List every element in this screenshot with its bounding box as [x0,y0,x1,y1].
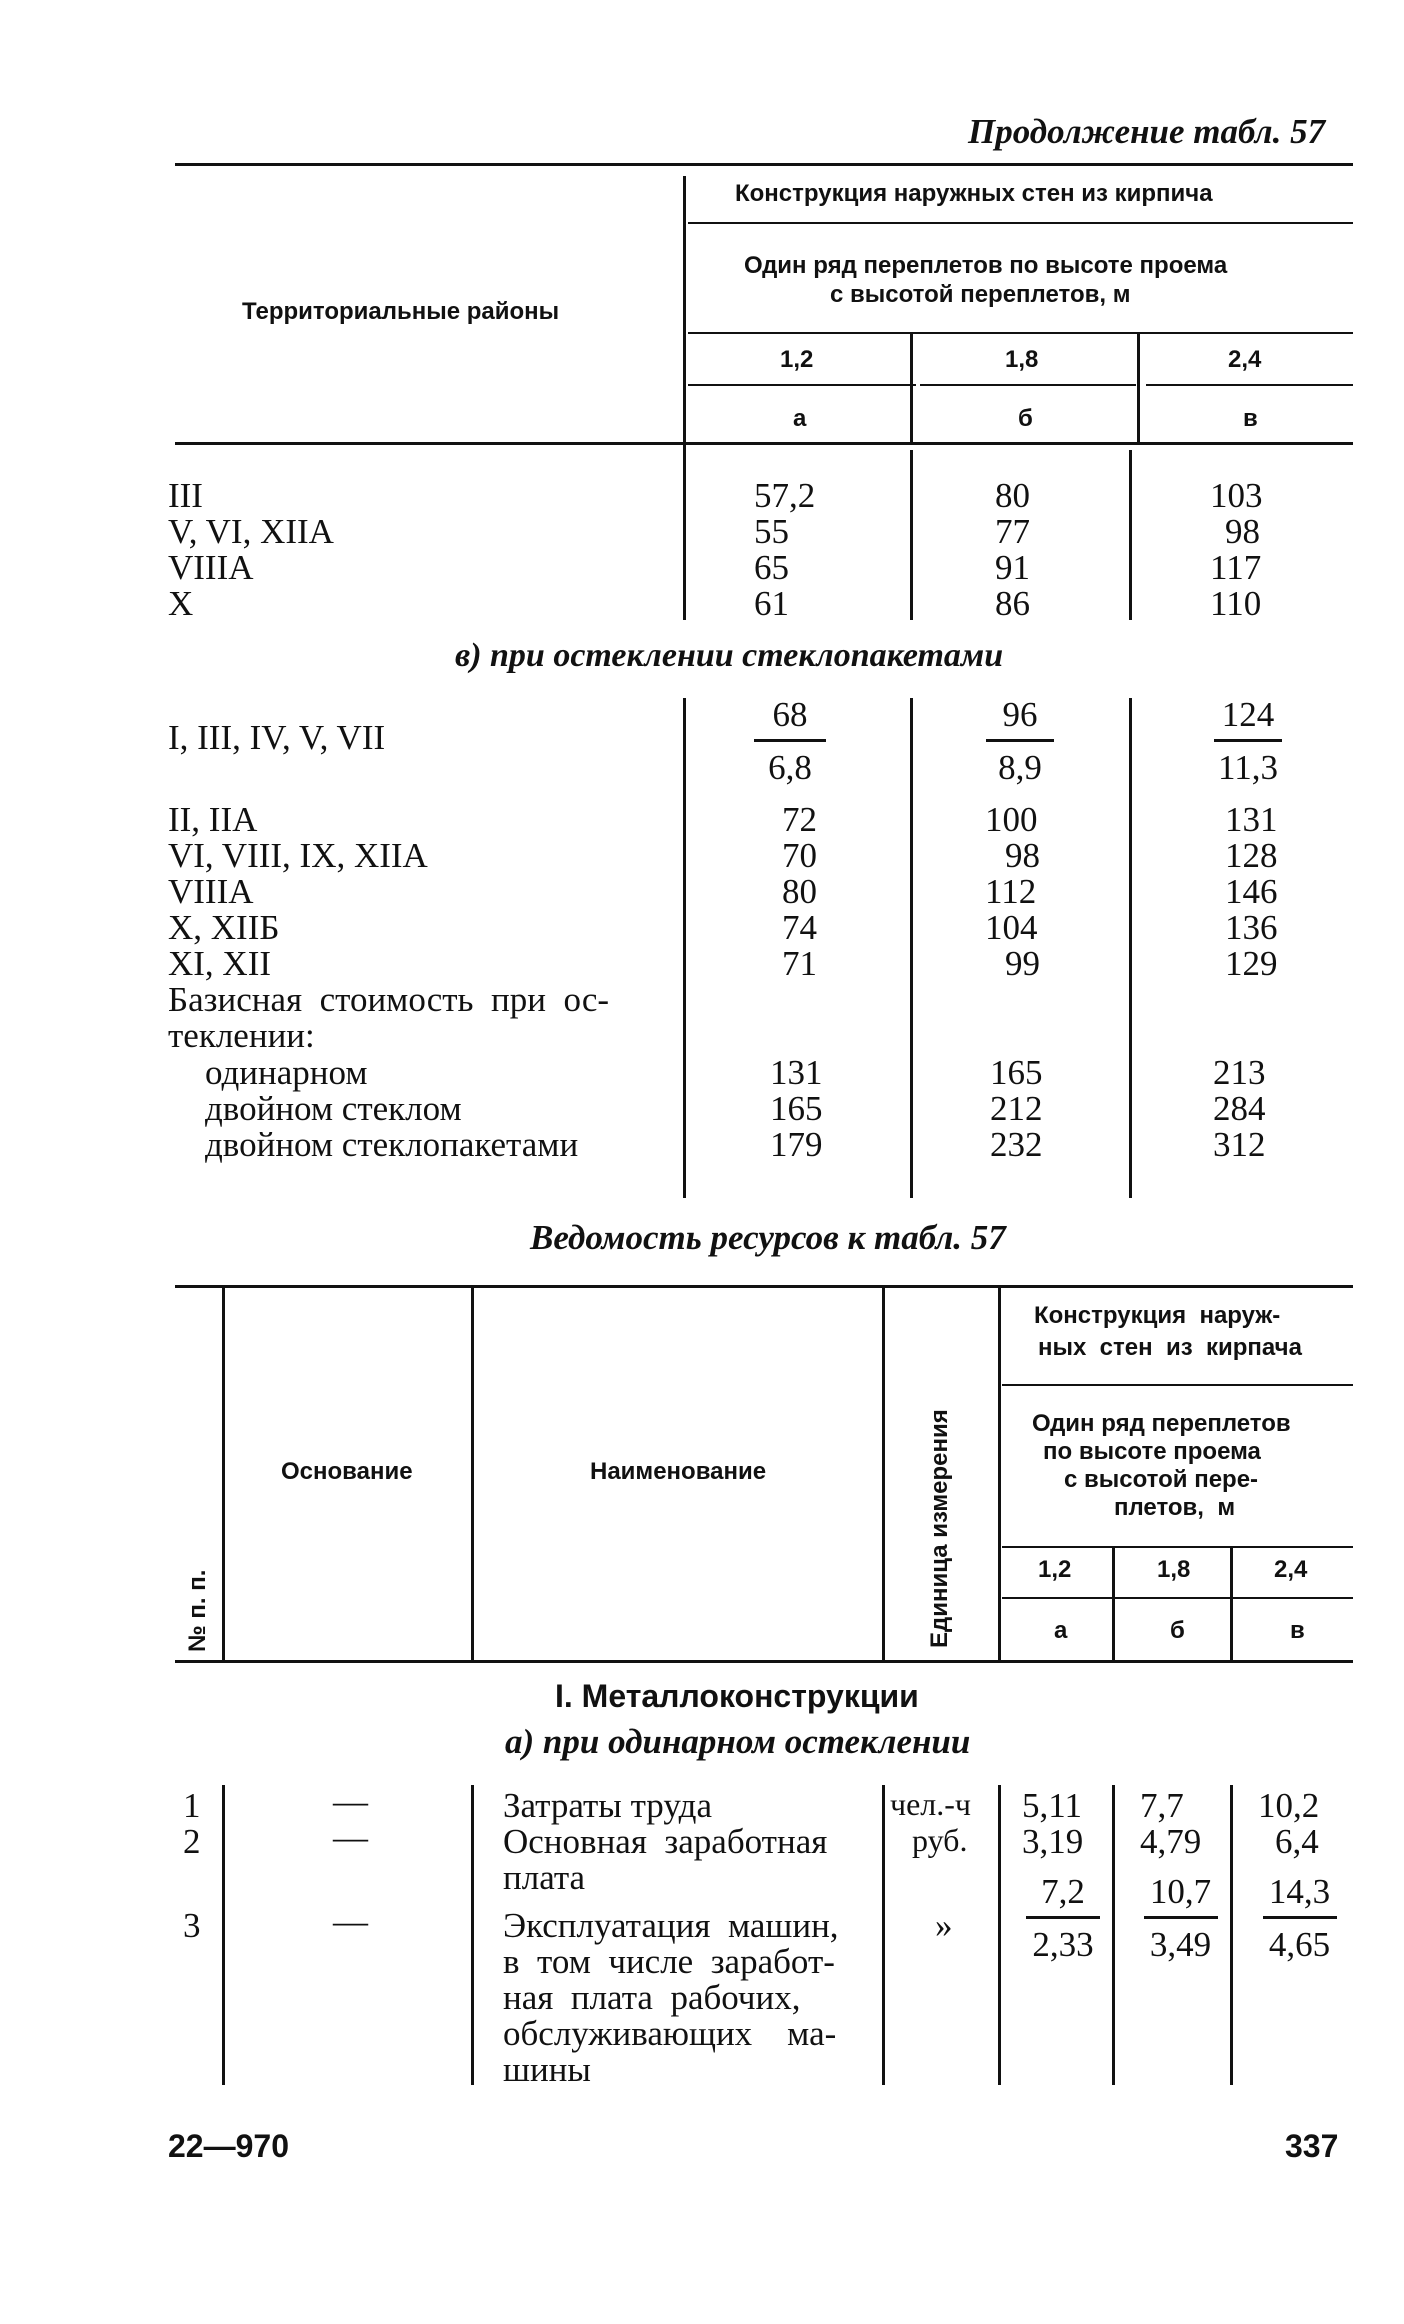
fraction-denominator: 6,8 [768,748,812,787]
table1-vrule-2-head [910,334,913,442]
value-a: 71 [782,944,817,983]
fraction-numerator: 68 [772,695,808,734]
row-unit: » [935,1906,953,1945]
value-b: 86 [995,584,1030,623]
table1-sub-rule [688,332,1353,334]
table1-height-b: 1,8 [1005,346,1039,373]
value-c: 129 [1225,944,1278,983]
value-c: 103 [1210,476,1263,515]
section-subtitle: а) при одинарном остеклении [505,1722,971,1761]
row-no: 2 [183,1822,201,1861]
table1-group-rule [688,222,1353,224]
table1-height-rule-c [1146,384,1353,386]
value-c: 131 [1225,800,1278,839]
value-c: 213 [1213,1053,1266,1092]
footer-signature: 22—970 [168,2128,289,2164]
fraction-numerator: 10,7 [1149,1872,1212,1911]
table1-lower-vrule-3 [1129,698,1132,1198]
value-b: 165 [990,1053,1043,1092]
table2-unit-header: Единица измерения [926,1409,953,1648]
table2-name-header: Наименование [590,1458,767,1485]
value-a: 5,11 [1022,1786,1082,1825]
table2-vrule-name [882,1288,885,1660]
row-no: 3 [183,1906,201,1945]
table2-group-header-1: Конструкция наруж- [1034,1302,1281,1329]
row-name: шины [503,2050,591,2089]
table2-height-a: 1,2 [1038,1556,1072,1583]
value-a: 80 [782,872,817,911]
fraction-bar [986,739,1054,742]
table2-letter-b: б [1170,1617,1185,1644]
table2-vrule-h2 [1230,1548,1233,1660]
table2-subheader-4: плетов, м [1114,1494,1236,1521]
table2-group-header-2: ных стен из кирпача [1038,1334,1302,1361]
section-title: I. Металлоконструкции [555,1678,919,1714]
value-b: 99 [1005,944,1040,983]
value-b: 4,79 [1140,1822,1202,1861]
fraction-numerator: 124 [1221,695,1275,734]
table2-body-vrule-unit [998,1785,1001,2085]
fraction-numerator: 96 [1002,695,1038,734]
fraction-bar [1263,1916,1337,1919]
table2-vrule-unit [998,1288,1001,1660]
district-label: X [168,584,194,623]
table1-vrule-1 [683,176,686,620]
fraction-denominator: 2,33 [1032,1925,1094,1964]
district-label: VIIIA [168,872,254,911]
row-basis: — [333,1818,368,1857]
table1-letter-b: б [1018,405,1033,432]
table2-subheader-2: по высоте проема [1043,1438,1261,1465]
table2-vrule-basis [471,1288,474,1660]
table1-districts-header: Территориальные районы [242,298,560,325]
value-b: 7,7 [1140,1786,1184,1825]
row-name: Затраты труда [503,1786,712,1825]
value-c: 110 [1210,584,1262,623]
value-a: 179 [770,1125,823,1164]
fraction-c [1252,1872,1347,1965]
fraction-denominator: 8,9 [998,748,1042,787]
row-name: в том числе заработ- [503,1942,835,1981]
section-v-heading: в) при остеклении стеклопакетами [455,637,1004,674]
fraction-b [975,695,1065,788]
table2-basis-header: Основание [281,1458,413,1485]
value-a: 74 [782,908,817,947]
row-no: 1 [183,1786,201,1825]
value-b: 80 [995,476,1030,515]
district-label: V, VI, XIIA [168,512,334,551]
table1-group-header: Конструкция наружных стен из кирпича [735,180,1213,207]
district-label: VIIIA [168,548,254,587]
value-b: 98 [1005,836,1040,875]
page-number: 337 [1285,2128,1339,2164]
fraction-bar [754,739,826,742]
table1-height-a: 1,2 [780,346,814,373]
table2-body-vrule-h1 [1112,1785,1115,2085]
base-row-label: двойном стеклопакетами [205,1125,579,1164]
table2-head-bottom-rule [175,1660,1353,1663]
value-c: 98 [1225,512,1260,551]
base-cost-label-line1: Базисная стоимость при ос- [168,980,610,1019]
row-unit: чел.-ч [890,1786,972,1822]
table2-body-vrule-name [882,1785,885,2085]
value-c: 6,4 [1275,1822,1319,1861]
table1-vrule-3 [1129,450,1132,620]
district-label: VI, VIII, IX, XIIA [168,836,428,875]
fraction-a [1018,1872,1108,1965]
fraction-numerator: 14,3 [1268,1872,1331,1911]
district-label: X, XIIБ [168,908,280,947]
district-label: II, IIA [168,800,258,839]
fraction-denominator: 4,65 [1268,1925,1331,1964]
value-a: 55 [754,512,789,551]
table2-group-rule [1002,1384,1353,1386]
fraction-numerator: 7,2 [1041,1872,1085,1911]
table2-subheader-1: Один ряд переплетов [1032,1410,1291,1437]
value-c: 146 [1225,872,1278,911]
value-a: 165 [770,1089,823,1128]
fraction-bar [1214,739,1282,742]
table2-top-rule [175,1285,1353,1288]
row-basis: — [333,1782,368,1821]
table1-subheader-line2: с высотой переплетов, м [830,281,1131,308]
value-b: 104 [985,908,1038,947]
table2-vrule-h1 [1112,1548,1115,1660]
row-name: Основная заработная [503,1822,828,1861]
district-label: III [168,476,203,515]
table1-head-bottom-rule [175,442,1353,445]
value-c: 284 [1213,1089,1266,1128]
table1-lower-vrule-1 [683,698,686,1198]
fraction-c [1198,695,1298,788]
fraction-b [1133,1872,1228,1965]
fraction-bar [1026,1916,1100,1919]
table2-subheader-3: с высотой пере- [1064,1466,1259,1493]
value-c: 312 [1213,1125,1266,1164]
table2-body-vrule-h2 [1230,1785,1233,2085]
base-row-label: двойном стеклом [205,1089,462,1128]
row-name: Эксплуатация машин, [503,1906,839,1945]
table1-lower-vrule-2 [910,698,913,1198]
table2-height-rule [1002,1597,1353,1599]
table1-height-rule-a [688,384,916,386]
table2-height-c: 2,4 [1274,1556,1308,1583]
table1-top-rule [175,163,1353,166]
value-c: 128 [1225,836,1278,875]
fraction-denominator: 11,3 [1218,748,1278,787]
district-label: XI, XII [168,944,272,983]
value-b: 91 [995,548,1030,587]
fraction-a [745,695,835,788]
base-cost-label-line2: теклении: [168,1016,315,1055]
value-b: 77 [995,512,1030,551]
table1-subheader-line1: Один ряд переплетов по высоте проема [744,252,1228,279]
table2-height-b: 1,8 [1157,1556,1191,1583]
base-row-label: одинарном [205,1053,368,1092]
table1-letter-a: а [793,405,807,432]
row-unit: руб. [912,1822,968,1858]
value-b: 232 [990,1125,1043,1164]
table1-height-c: 2,4 [1228,346,1262,373]
fraction-denominator: 3,49 [1149,1925,1212,1964]
row-name: ная плата рабочих, [503,1978,801,2017]
value-b: 112 [985,872,1037,911]
row-name: плата [503,1858,586,1897]
value-c: 136 [1225,908,1278,947]
table2-letter-c: в [1290,1617,1305,1644]
table1-vrule-2 [910,450,913,620]
value-a: 65 [754,548,789,587]
table2-body-vrule-no [222,1785,225,2085]
table2-letter-a: а [1054,1617,1068,1644]
table2-sub-rule [1002,1546,1353,1548]
row-name: обслуживающих ма- [503,2014,837,2053]
value-a: 61 [754,584,789,623]
value-a: 72 [782,800,817,839]
value-c: 10,2 [1258,1786,1320,1825]
table1-vrule-3-head [1137,334,1140,442]
value-c: 117 [1210,548,1262,587]
value-a: 3,19 [1022,1822,1084,1861]
table1-height-rule-b [920,384,1136,386]
row-basis: — [333,1902,368,1941]
fraction-bar [1144,1916,1218,1919]
value-a: 57,2 [754,476,816,515]
table2-no-header: № п. п. [184,1569,211,1652]
table1-letter-c: в [1243,405,1258,432]
resource-sheet-title: Ведомость ресурсов к табл. 57 [530,1218,1006,1257]
value-b: 212 [990,1089,1043,1128]
value-b: 100 [985,800,1038,839]
value-a: 131 [770,1053,823,1092]
continuation-header: Продолжение табл. 57 [968,112,1326,151]
district-label: I, III, IV, V, VII [168,718,386,757]
value-a: 70 [782,836,817,875]
table2-vrule-no [222,1288,225,1660]
table2-body-vrule-basis [471,1785,474,2085]
